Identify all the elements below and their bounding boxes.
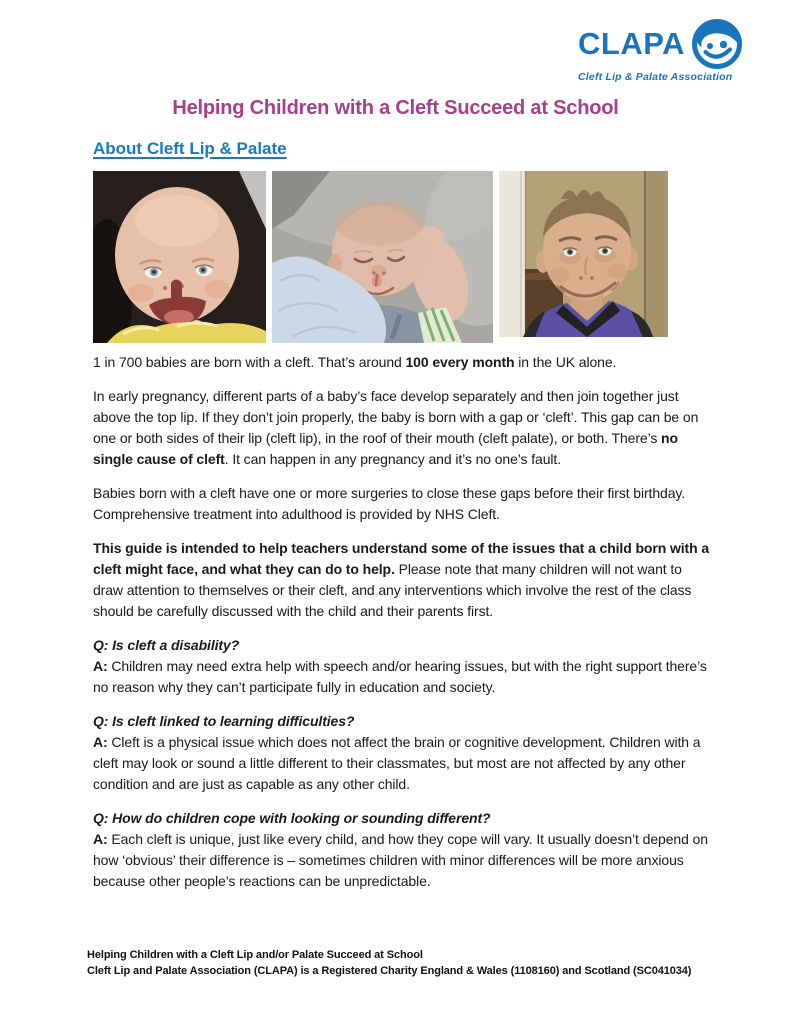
paragraph-surgeries: Babies born with a cleft have one or more surgeries to close these gaps before their first birthday. Comprehensive treatment into adulthood is provided by NHS Cleft. <box>93 485 686 522</box>
clapa-logo <box>578 16 750 83</box>
clapa-tagline: Cleft Lip & Palate Association <box>578 71 733 83</box>
paragraph-guide-purpose: This guide is intended to help teachers understand some of the issues that a child born with a cleft might face, and what they can do to help. Please note that many children will not want to draw attention to themselves or their cleft, and any interventions which involve the rest of the class should be carefully discussed with the child and their parents first. <box>93 540 710 619</box>
clapa-logo-row <box>578 16 750 70</box>
faq-item-learning <box>93 711 710 795</box>
photo-row <box>93 171 668 343</box>
section-heading: About Cleft Lip & Palate <box>93 139 287 158</box>
body-text <box>93 352 710 905</box>
paragraph-cleft-explanation: In early pregnancy, different parts of a baby’s face develop separately and then join together just above the top lip. If they don’t join properly, the baby is born with a gap or ‘cleft’. This gap can be on one or both sides of their lip (cleft lip), in the roof of their mouth (cleft palate), or both. There’s no single cause of cleft. It can happen in any pregnancy and it’s no one’s fault. <box>93 388 699 467</box>
faq-question: Q: How do children cope with looking or sounding different? <box>93 810 491 826</box>
faq-question: Q: Is cleft linked to learning difficulties? <box>93 713 355 729</box>
faq-answer: A: Each cleft is unique, just like every child, and how they cope will vary. It usually doesn’t depend on how ‘obvious’ their difference is – sometimes children with minor differences will be more anxious because other people’s reactions can be unpredictable. <box>93 831 708 889</box>
page-footer <box>87 947 727 979</box>
faq-answer: A: Cleft is a physical issue which does not affect the brain or cognitive development. Children with a cleft may look or sound a little different to their classmates, but most are not affected by any other condition and are just as capable as any other child. <box>93 734 701 792</box>
faq-item-disability <box>93 635 710 698</box>
photo-baby-cleft-lip <box>93 171 266 343</box>
footer-charity-registration: Cleft Lip and Palate Association (CLAPA) is a Registered Charity England & Wales (1108160) and Scotland (SC041034) <box>87 965 692 977</box>
faq-question: Q: Is cleft a disability? <box>93 637 240 653</box>
paragraph-stat: 1 in 700 babies are born with a cleft. That’s around 100 every month in the UK alone. <box>93 354 617 370</box>
smiling-child-face-icon <box>690 16 744 70</box>
footer-document-title: Helping Children with a Cleft Lip and/or Palate Succeed at School <box>87 949 423 961</box>
clapa-wordmark: CLAPA <box>578 25 685 61</box>
faq-answer: A: Children may need extra help with speech and/or hearing issues, but with the right support there’s no reason why they can’t participate fully in education and society. <box>93 658 707 695</box>
photo-sleeping-baby <box>272 171 493 343</box>
page-title: Helping Children with a Cleft Succeed at School <box>172 97 619 119</box>
faq-item-coping <box>93 808 710 892</box>
photo-older-child <box>499 171 668 337</box>
